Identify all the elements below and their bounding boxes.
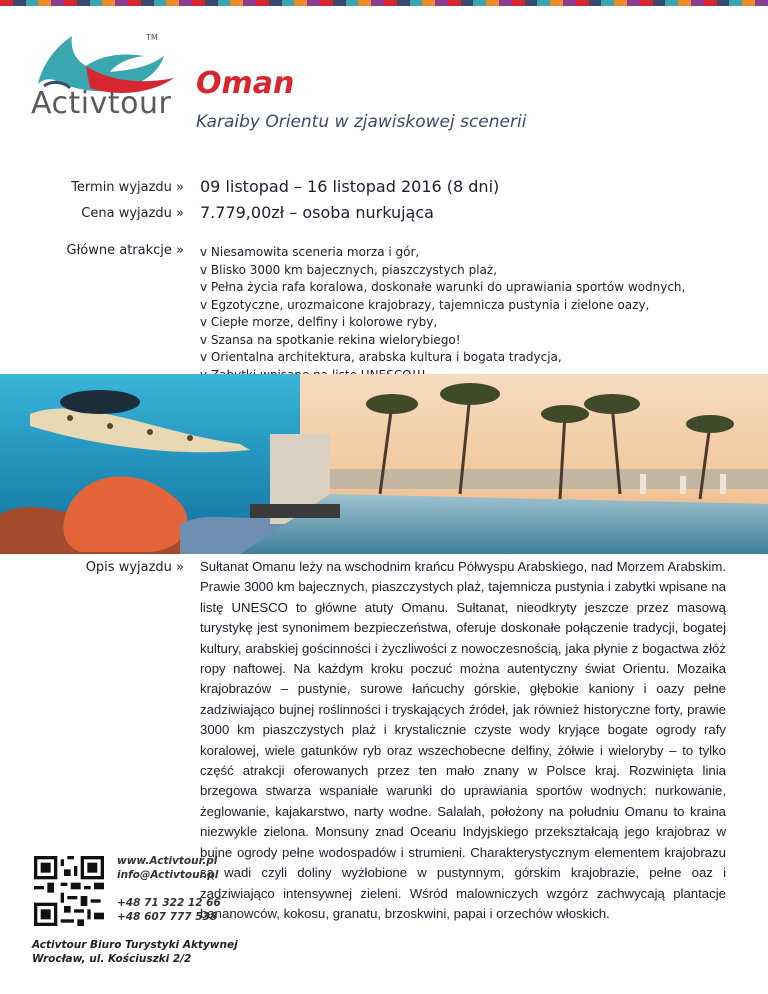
strip-segment [320, 0, 333, 6]
strip-segment [550, 0, 563, 6]
page-subtitle: Karaiby Orientu w zjawiskowej scenerii [196, 112, 527, 132]
strip-segment [154, 0, 167, 6]
strip-segment [141, 0, 154, 6]
strip-segment [115, 0, 128, 6]
strip-segment [435, 0, 448, 6]
website-link[interactable]: www.Activtour.pl [117, 855, 218, 867]
attraction-item: v Niesamowita sceneria morza i gór, [200, 245, 420, 259]
attraction-item: v Pełna życia rafa koralowa, doskonałe warunki do uprawiania sportów wodnych, [200, 280, 686, 294]
svg-text:TM: TM [146, 33, 158, 42]
strip-segment [90, 0, 103, 6]
strip-segment [601, 0, 614, 6]
strip-segment [384, 0, 397, 6]
price-label: Cena wyjazdu » [81, 206, 184, 221]
strip-segment [461, 0, 474, 6]
company-address: Wrocław, ul. Kościuszki 2/2 [32, 953, 192, 965]
strip-segment [691, 0, 704, 6]
strip-segment [26, 0, 39, 6]
strip-segment [64, 0, 77, 6]
strip-segment [358, 0, 371, 6]
email-link[interactable]: info@Activtour.pl [117, 869, 219, 881]
logo-wordmark: Activtour [31, 86, 172, 121]
strip-segment [653, 0, 666, 6]
strip-segment [13, 0, 26, 6]
date-label: Termin wyjazdu » [71, 180, 184, 195]
phone-number: +48 607 777 538 [117, 911, 218, 923]
strip-segment [0, 0, 13, 6]
strip-segment [563, 0, 576, 6]
strip-segment [230, 0, 243, 6]
attraction-item: v Blisko 3000 km bajecznych, piaszczystych plaż, [200, 262, 498, 277]
strip-segment [397, 0, 410, 6]
strip-segment [537, 0, 550, 6]
resort-photo [240, 374, 768, 554]
strip-segment [346, 0, 359, 6]
strip-segment [640, 0, 653, 6]
strip-segment [307, 0, 320, 6]
description-label: Opis wyjazdu » [85, 560, 184, 575]
company-name: Activtour Biuro Turystyki Aktywnej [32, 939, 238, 951]
strip-segment [269, 0, 282, 6]
strip-segment [294, 0, 307, 6]
strip-segment [243, 0, 256, 6]
date-value: 09 listopad – 16 listopad 2016 (8 dni) [200, 177, 500, 196]
attraction-item: v Ciepłe morze, delfiny i kolorowe ryby, [200, 315, 438, 329]
strip-segment [499, 0, 512, 6]
strip-segment [614, 0, 627, 6]
strip-segment [525, 0, 538, 6]
strip-segment [51, 0, 64, 6]
strip-segment [742, 0, 755, 6]
strip-segment [256, 0, 269, 6]
strip-segment [704, 0, 717, 6]
strip-segment [627, 0, 640, 6]
strip-segment [729, 0, 742, 6]
attraction-item: v Szansa na spotkanie rekina wielorybiego! [200, 332, 461, 347]
strip-segment [589, 0, 602, 6]
strip-segment [205, 0, 218, 6]
strip-segment [77, 0, 90, 6]
page-title: Oman [196, 66, 295, 101]
description-text: Sułtanat Omanu leży na wschodnim krańcu Półwyspu Arabskiego, nad Morzem Arabskim. Prawie 3000 km bajecznych, piaszczystych plaż, tajemnicza pustynia i zabytki wpisane na listę UNESCO to główne atuty Omanu. Sułtanat, nieodkryty jeszcze przez masową turystykę jest synonimem bezpieczeństwa, oferuje doskonałe połączenie tradycji, bogatej kultury, arabskiej gościnności i życzliwości z nowoczesnością, jaka płynie z bogactwa złóż ropy naftowej. Na każdym kroku poczuć można autentyczny świat Orientu. Mozaika krajobrazów – pustynie, surowe łańcuchy górskie, głębokie kaniony i oazy pełne zadziwiająco bujnej roślinności i tryskających źródeł, jak również historyczne forty, prawie 3000 km piaszczystych plaż i krystalicznie czyste wody kryjące bogate ogrody rafy koralowej, wiele gatunków ryb oraz wszechobecne delfiny, żółwie i wieloryby – to tylko część atrakcji oferowanych przez ten mało znany w Polsce kraj. Rozwinięta linia brzegowa stwarza wspaniałe warunki do uprawiania sportów wodnych: nurkowanie, żeglowanie, kajakarstwo, narty wodne. Salalah, położony na południu Omanu to kraina niezwykle zielona. Monsuny znad Oceanu Indyjskiego przekształcają jego krajobraz w bujne ogrody pełne wodospadów i strumieni. Charakterystycznym elementem krajobrazu są wadi czyli doliny wyżłobione w pustynnym, górskim krajobrazie, pełne oaz i zadziwiająco intensywnej zieleni. Wśród malowniczych wzgórz zachwycają plantacje bananowców, kokosu, granatu, brzoskwini, papai i orzechów włoskich. [200, 559, 726, 921]
strip-segment [755, 0, 768, 6]
strip-segment [410, 0, 423, 6]
destination-photo-banner [0, 374, 768, 554]
phone-number: +48 71 322 12 66 [117, 897, 221, 909]
strip-segment [473, 0, 486, 6]
strip-segment [665, 0, 678, 6]
attractions-label: Główne atrakcje » [66, 243, 184, 258]
price-value: 7.779,00zł – osoba nurkująca [200, 203, 434, 222]
strip-segment [422, 0, 435, 6]
strip-segment [179, 0, 192, 6]
strip-segment [512, 0, 525, 6]
strip-segment [218, 0, 231, 6]
strip-segment [333, 0, 346, 6]
underwater-photo [0, 374, 300, 554]
strip-segment [102, 0, 115, 6]
attractions-list [200, 244, 685, 384]
top-color-strip [0, 0, 768, 6]
attraction-item: v Orientalna architektura, arabska kultura i bogata tradycja, [200, 350, 562, 364]
qr-code-icon[interactable] [34, 856, 104, 926]
strip-segment [282, 0, 295, 6]
strip-segment [166, 0, 179, 6]
strip-segment [448, 0, 461, 6]
strip-segment [486, 0, 499, 6]
strip-segment [717, 0, 730, 6]
strip-segment [192, 0, 205, 6]
strip-segment [371, 0, 384, 6]
attraction-item: v Egzotyczne, urozmaicone krajobrazy, tajemnicza pustynia i zielone oazy, [200, 297, 650, 312]
strip-segment [38, 0, 51, 6]
strip-segment [678, 0, 691, 6]
strip-segment [576, 0, 589, 6]
strip-segment [128, 0, 141, 6]
